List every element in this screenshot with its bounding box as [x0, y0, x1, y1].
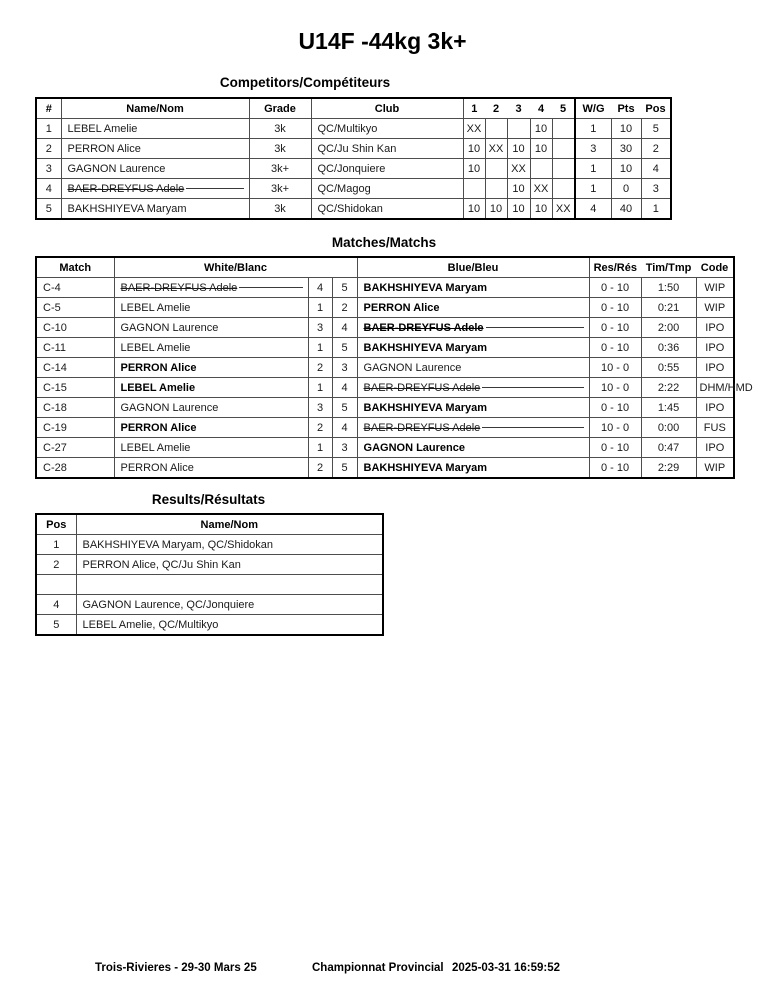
col-header-points: Pts — [611, 98, 641, 119]
competitor-grade-cell: 3k+ — [249, 179, 311, 199]
col-header-round-5: 5 — [552, 98, 575, 119]
competitor-club-cell: QC/Shidokan — [311, 199, 463, 220]
match-row — [36, 378, 734, 398]
white-competitor-cell: GAGNON Laurence — [114, 318, 308, 338]
competitor-name-cell: LEBEL Amelie — [61, 119, 249, 139]
result-row — [36, 535, 383, 555]
final-position-cell: 2 — [36, 555, 76, 575]
final-name-cell — [76, 575, 383, 595]
col-header-name: Name/Nom — [61, 98, 249, 119]
matches-header-row — [36, 257, 734, 278]
blue-number-cell: 4 — [332, 418, 357, 438]
result-score-cell: 0 - 10 — [589, 438, 641, 458]
result-code-text: IPO — [705, 441, 725, 454]
competitors-header-row — [36, 98, 671, 119]
white-number-cell: 3 — [308, 398, 332, 418]
footer-event-name: Championnat Provincial — [312, 962, 444, 974]
round-4-score-cell: XX — [530, 179, 552, 199]
col-header-result-position: Pos — [36, 514, 76, 535]
white-number-cell: 2 — [308, 418, 332, 438]
result-score-cell: 0 - 10 — [589, 458, 641, 479]
round-1-score-cell: XX — [463, 119, 485, 139]
result-row — [36, 575, 383, 595]
white-competitor-cell: PERRON Alice — [114, 358, 308, 378]
col-header-round-4: 4 — [530, 98, 552, 119]
col-header-blue: Blue/Bleu — [357, 257, 589, 278]
round-4-score-cell: 10 — [530, 139, 552, 159]
round-4-score-cell: 10 — [530, 199, 552, 220]
struck-name — [121, 282, 305, 294]
withdrawn-competitor-name: BAER-DREYFUS Adele — [120, 281, 238, 294]
result-score-cell: 0 - 10 — [589, 398, 641, 418]
result-row — [36, 555, 383, 575]
result-code-cell — [696, 378, 753, 398]
col-header-club: Club — [311, 98, 463, 119]
position-cell: 3 — [641, 179, 671, 199]
strike-line — [486, 327, 584, 328]
blue-competitor-cell: GAGNON Laurence — [357, 358, 589, 378]
result-code-cell — [696, 398, 734, 418]
blue-competitor-cell: PERRON Alice — [357, 298, 589, 318]
competitor-row — [36, 119, 671, 139]
points-cell: 0 — [611, 179, 641, 199]
round-2-score-cell: 10 — [485, 199, 507, 220]
matches-heading: Matches/Matchs — [331, 235, 437, 250]
footer-timestamp: 2025-03-31 16:59:52 — [452, 962, 561, 974]
round-1-score-cell: 10 — [463, 139, 485, 159]
wins-cell: 1 — [575, 179, 611, 199]
match-id-cell: C-27 — [36, 438, 114, 458]
footer-event-location: Trois-Rivieres - 29-30 Mars 25 — [95, 962, 257, 974]
round-3-score-cell: XX — [507, 159, 530, 179]
round-5-score-cell — [552, 139, 575, 159]
withdrawn-competitor-name: BAER-DREYFUS Adele — [67, 182, 185, 195]
result-code-text: WIP — [704, 461, 726, 474]
round-5-score-cell — [552, 179, 575, 199]
competitor-club-cell: QC/Multikyo — [311, 119, 463, 139]
strike-line — [482, 387, 583, 388]
result-code-text: IPO — [705, 341, 725, 354]
match-row — [36, 298, 734, 318]
competitor-number-cell: 2 — [36, 139, 61, 159]
blue-number-cell: 2 — [332, 298, 357, 318]
wins-cell: 4 — [575, 199, 611, 220]
white-number-cell: 2 — [308, 458, 332, 479]
white-number-cell: 1 — [308, 298, 332, 318]
white-number-cell: 1 — [308, 338, 332, 358]
white-competitor-cell: PERRON Alice — [114, 458, 308, 479]
final-position-cell: 1 — [36, 535, 76, 555]
round-3-score-cell: 10 — [507, 199, 530, 220]
final-name-cell: LEBEL Amelie, QC/Multikyo — [76, 615, 383, 636]
round-1-score-cell — [463, 179, 485, 199]
competitor-name-cell: BAKHSHIYEVA Maryam — [61, 199, 249, 220]
col-header-result: Res/Rés — [589, 257, 641, 278]
match-time-cell: 2:00 — [641, 318, 696, 338]
strike-line — [239, 287, 302, 288]
wins-cell: 1 — [575, 159, 611, 179]
result-code-cell — [696, 438, 734, 458]
result-code-cell — [696, 338, 734, 358]
match-time-cell: 1:50 — [641, 278, 696, 298]
competitor-number-cell: 4 — [36, 179, 61, 199]
result-score-cell: 0 - 10 — [589, 338, 641, 358]
white-competitor-cell: LEBEL Amelie — [114, 298, 308, 318]
white-number-cell: 1 — [308, 438, 332, 458]
round-1-score-cell: 10 — [463, 199, 485, 220]
competitor-club-cell: QC/Magog — [311, 179, 463, 199]
round-4-score-cell — [530, 159, 552, 179]
col-header-number: # — [36, 98, 61, 119]
match-row — [36, 458, 734, 479]
col-header-time: Tim/Tmp — [641, 257, 696, 278]
result-code-text: IPO — [705, 401, 725, 414]
result-score-cell: 10 - 0 — [589, 358, 641, 378]
competitor-name-cell: GAGNON Laurence — [61, 159, 249, 179]
blue-number-cell: 5 — [332, 398, 357, 418]
result-code-text: WIP — [704, 281, 726, 294]
col-header-code: Code — [696, 257, 734, 278]
white-competitor-cell — [114, 278, 308, 298]
result-score-cell: 10 - 0 — [589, 418, 641, 438]
match-id-cell: C-15 — [36, 378, 114, 398]
blue-number-cell: 3 — [332, 358, 357, 378]
competitor-row — [36, 179, 671, 199]
blue-number-cell: 4 — [332, 378, 357, 398]
points-cell: 30 — [611, 139, 641, 159]
final-position-cell: 5 — [36, 615, 76, 636]
match-time-cell: 0:00 — [641, 418, 696, 438]
round-2-score-cell: XX — [485, 139, 507, 159]
blue-number-cell: 4 — [332, 318, 357, 338]
competitor-number-cell: 1 — [36, 119, 61, 139]
result-code-text: IPO — [705, 361, 725, 374]
struck-name — [364, 322, 586, 334]
competitor-row — [36, 199, 671, 220]
competitors-table — [35, 97, 672, 220]
position-cell: 1 — [641, 199, 671, 220]
match-row — [36, 358, 734, 378]
round-2-score-cell — [485, 159, 507, 179]
result-score-cell: 0 - 10 — [589, 298, 641, 318]
competitor-name-cell: PERRON Alice — [61, 139, 249, 159]
competitor-grade-cell: 3k+ — [249, 159, 311, 179]
match-row — [36, 278, 734, 298]
white-competitor-cell: PERRON Alice — [114, 418, 308, 438]
match-id-cell: C-18 — [36, 398, 114, 418]
col-header-white: White/Blanc — [114, 257, 357, 278]
strike-line — [482, 427, 583, 428]
result-score-cell: 10 - 0 — [589, 378, 641, 398]
blue-competitor-cell — [357, 318, 589, 338]
final-position-cell — [36, 575, 76, 595]
competitor-number-cell: 5 — [36, 199, 61, 220]
final-name-cell: BAKHSHIYEVA Maryam, QC/Shidokan — [76, 535, 383, 555]
withdrawn-competitor-name: BAER-DREYFUS Adele — [363, 381, 481, 394]
final-position-cell: 4 — [36, 595, 76, 615]
match-time-cell: 0:21 — [641, 298, 696, 318]
result-code-cell — [696, 298, 734, 318]
white-number-cell: 2 — [308, 358, 332, 378]
white-competitor-cell: GAGNON Laurence — [114, 398, 308, 418]
result-code-text: DHM/HMD — [699, 381, 753, 394]
withdrawn-competitor-name: BAER-DREYFUS Adele — [363, 421, 481, 434]
results-heading: Results/Résultats — [151, 492, 266, 507]
match-row — [36, 338, 734, 358]
result-score-cell: 0 - 10 — [589, 278, 641, 298]
result-row — [36, 595, 383, 615]
blue-competitor-cell: BAKHSHIYEVA Maryam — [357, 458, 589, 479]
match-time-cell: 0:47 — [641, 438, 696, 458]
match-id-cell: C-14 — [36, 358, 114, 378]
white-number-cell: 1 — [308, 378, 332, 398]
result-score-cell: 0 - 10 — [589, 318, 641, 338]
col-header-match: Match — [36, 257, 114, 278]
competitor-club-cell: QC/Ju Shin Kan — [311, 139, 463, 159]
match-time-cell: 2:29 — [641, 458, 696, 479]
match-id-cell: C-11 — [36, 338, 114, 358]
round-5-score-cell — [552, 119, 575, 139]
match-id-cell: C-19 — [36, 418, 114, 438]
round-5-score-cell: XX — [552, 199, 575, 220]
wins-cell: 1 — [575, 119, 611, 139]
competitor-row — [36, 139, 671, 159]
col-header-result-name: Name/Nom — [76, 514, 383, 535]
points-cell: 10 — [611, 159, 641, 179]
result-row — [36, 615, 383, 636]
result-code-cell — [696, 358, 734, 378]
col-header-round-2: 2 — [485, 98, 507, 119]
round-2-score-cell — [485, 179, 507, 199]
blue-competitor-cell: BAKHSHIYEVA Maryam — [357, 398, 589, 418]
white-number-cell: 4 — [308, 278, 332, 298]
result-code-cell — [696, 318, 734, 338]
white-competitor-cell: LEBEL Amelie — [114, 378, 308, 398]
results-table — [35, 513, 384, 636]
col-header-round-3: 3 — [507, 98, 530, 119]
match-row — [36, 418, 734, 438]
position-cell: 4 — [641, 159, 671, 179]
position-cell: 2 — [641, 139, 671, 159]
match-id-cell: C-28 — [36, 458, 114, 479]
final-name-cell: PERRON Alice, QC/Ju Shin Kan — [76, 555, 383, 575]
blue-competitor-cell — [357, 378, 589, 398]
white-number-cell: 3 — [308, 318, 332, 338]
result-code-text: WIP — [704, 301, 726, 314]
round-3-score-cell: 10 — [507, 179, 530, 199]
white-competitor-cell: LEBEL Amelie — [114, 438, 308, 458]
round-4-score-cell: 10 — [530, 119, 552, 139]
blue-number-cell: 5 — [332, 278, 357, 298]
round-5-score-cell — [552, 159, 575, 179]
final-name-cell: GAGNON Laurence, QC/Jonquiere — [76, 595, 383, 615]
round-3-score-cell: 10 — [507, 139, 530, 159]
competitor-row — [36, 159, 671, 179]
match-id-cell: C-10 — [36, 318, 114, 338]
result-code-cell — [696, 458, 734, 479]
blue-number-cell: 5 — [332, 458, 357, 479]
blue-competitor-cell — [357, 418, 589, 438]
strike-line — [186, 188, 243, 189]
match-id-cell: C-5 — [36, 298, 114, 318]
competitor-grade-cell: 3k — [249, 119, 311, 139]
page-title: U14F -44kg 3k+ — [298, 28, 467, 54]
blue-competitor-cell: BAKHSHIYEVA Maryam — [357, 338, 589, 358]
struck-name — [364, 382, 586, 394]
position-cell: 5 — [641, 119, 671, 139]
matches-table — [35, 256, 753, 479]
match-row — [36, 398, 734, 418]
round-1-score-cell: 10 — [463, 159, 485, 179]
result-code-cell — [696, 418, 734, 438]
withdrawn-competitor-name: BAER-DREYFUS Adele — [363, 321, 484, 334]
result-code-cell — [696, 278, 734, 298]
match-time-cell: 0:55 — [641, 358, 696, 378]
col-header-grade: Grade — [249, 98, 311, 119]
results-header-row — [36, 514, 383, 535]
col-header-position: Pos — [641, 98, 671, 119]
result-code-text: IPO — [705, 321, 725, 334]
competitor-club-cell: QC/Jonquiere — [311, 159, 463, 179]
white-competitor-cell: LEBEL Amelie — [114, 338, 308, 358]
blue-competitor-cell: GAGNON Laurence — [357, 438, 589, 458]
match-id-cell: C-4 — [36, 278, 114, 298]
result-code-text: FUS — [703, 421, 726, 434]
col-header-wins: W/G — [575, 98, 611, 119]
blue-number-cell: 3 — [332, 438, 357, 458]
round-3-score-cell — [507, 119, 530, 139]
competitor-number-cell: 3 — [36, 159, 61, 179]
round-2-score-cell — [485, 119, 507, 139]
struck-name — [364, 422, 586, 434]
competitor-grade-cell: 3k — [249, 199, 311, 220]
match-time-cell: 2:22 — [641, 378, 696, 398]
wins-cell: 3 — [575, 139, 611, 159]
competitor-grade-cell: 3k — [249, 139, 311, 159]
match-row — [36, 318, 734, 338]
blue-competitor-cell: BAKHSHIYEVA Maryam — [357, 278, 589, 298]
blue-number-cell: 5 — [332, 338, 357, 358]
match-row — [36, 438, 734, 458]
points-cell: 40 — [611, 199, 641, 220]
col-header-round-1: 1 — [463, 98, 485, 119]
competitor-name-cell — [61, 179, 249, 199]
match-time-cell: 0:36 — [641, 338, 696, 358]
match-time-cell: 1:45 — [641, 398, 696, 418]
struck-name — [68, 183, 246, 195]
points-cell: 10 — [611, 119, 641, 139]
competitors-heading: Competitors/Compétiteurs — [219, 75, 391, 90]
